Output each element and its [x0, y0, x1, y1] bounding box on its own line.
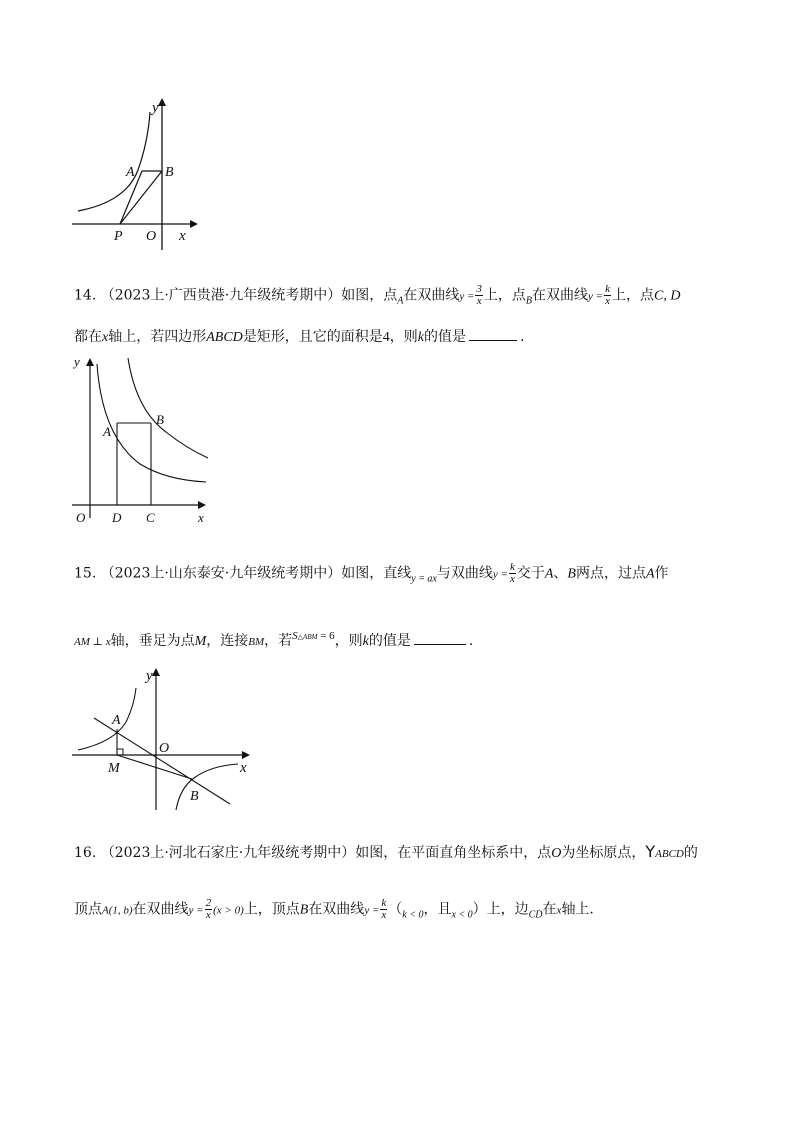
hyperbola-outer: [128, 358, 208, 458]
q15-line1: [74, 562, 669, 590]
q14-eq2-den: x: [605, 295, 610, 307]
label-M: M: [108, 761, 120, 776]
q15-text: 作: [654, 565, 669, 582]
label-A: A: [103, 424, 111, 439]
q15-line2: [74, 626, 473, 652]
q15-text: ，则: [334, 633, 363, 649]
q14-text: 轴上，若四边形: [108, 329, 207, 345]
q15-eq-fraction: [509, 562, 516, 585]
q16-eq2-fraction: [380, 898, 387, 921]
q14-var-k: k: [417, 330, 424, 345]
q16-text: 在: [542, 901, 557, 918]
label-P: P: [114, 229, 123, 244]
parallelogram-symbol: Y: [645, 842, 656, 861]
q16-eq1-num: 2: [205, 897, 212, 909]
label-C: C: [146, 510, 155, 525]
label-B: B: [156, 412, 164, 427]
q14-line1: [74, 284, 680, 312]
q16-eq2-lhs: y =: [364, 904, 380, 917]
q16-eq1-fraction: [205, 898, 213, 921]
q15-area-sub: △ABM: [297, 633, 318, 641]
label-B: B: [165, 165, 174, 180]
q14-points-CD: C, D: [653, 288, 681, 304]
q14-eq2-num: k: [605, 283, 610, 295]
label-y: y: [146, 668, 153, 684]
q14-source: （2023上·广西贵港·九年级统考期中）: [100, 287, 342, 304]
q15-text: 交于: [516, 565, 545, 582]
q15-text: .: [468, 633, 474, 649]
q14-eq2-lhs: y =: [588, 290, 604, 303]
label-O: O: [159, 741, 170, 756]
q14-text: 的值是: [424, 329, 466, 345]
q15-text: 轴，垂足为点: [110, 633, 195, 649]
q16-text: 在双曲线: [132, 901, 189, 918]
q15-area-S: S: [292, 630, 298, 642]
hyperbola-curve: [78, 112, 150, 211]
y-axis-arrow: [152, 668, 160, 676]
q16-eq1-den: x: [205, 909, 211, 921]
q15-text: 与双曲线: [436, 565, 493, 582]
q14-text: 上，点: [483, 287, 526, 304]
label-x: x: [198, 510, 204, 525]
q14-text: ，则: [389, 329, 418, 345]
q16-point-O: O: [551, 846, 562, 861]
q16-point-B: B: [299, 902, 309, 918]
label-O: O: [146, 229, 157, 244]
label-O: O: [76, 510, 86, 525]
segment-BM: [117, 755, 192, 779]
q16-number: 16.: [74, 845, 97, 861]
q16-cond-k: k < 0: [402, 909, 424, 921]
label-D: D: [112, 510, 122, 525]
q15-text: 的值是: [368, 633, 411, 649]
q14-point-A: A: [397, 295, 404, 307]
q15-eq-den: x: [509, 573, 515, 585]
q14-eq1-den: x: [476, 295, 482, 307]
q15-am-perp: AM ⊥ x: [74, 636, 111, 648]
q16-var-x: x: [556, 904, 562, 917]
q14-area: 4: [382, 330, 390, 345]
q14-var-x: x: [102, 330, 109, 345]
q14-line2: [74, 326, 524, 348]
q16-parallelogram-name: ABCD: [655, 848, 684, 860]
q16-text: 上，顶点: [243, 901, 300, 918]
q14-eq1-num: 3: [476, 283, 482, 295]
q16-text: 在双曲线: [308, 901, 365, 918]
label-A: A: [112, 713, 121, 728]
q16-text: 为坐标原点，: [561, 845, 646, 861]
figure-15: [70, 662, 270, 812]
q15-area-value: = 6: [320, 630, 335, 642]
q16-text: ）上，边: [472, 901, 529, 918]
q15-text: ，连接: [206, 633, 249, 649]
q16-text: 顶点: [74, 901, 102, 918]
q14-point-B: B: [525, 295, 533, 307]
q15-point-M: M: [194, 634, 207, 649]
q15-answer-blank[interactable]: [414, 630, 466, 645]
q15-number: 15.: [74, 565, 97, 582]
q15-var-k: k: [362, 634, 369, 649]
label-B: B: [190, 789, 199, 804]
q14-text: 在双曲线: [403, 287, 460, 304]
q16-line1: [74, 842, 698, 864]
figure-13: [66, 92, 206, 252]
y-axis-arrow: [158, 98, 166, 106]
q16-text: （: [388, 901, 403, 918]
q16-source: （2023上·河北石家庄·九年级统考期中）: [100, 845, 356, 861]
q16-point-A-coord: A(1, b): [102, 904, 133, 917]
right-angle-mark: [117, 749, 123, 755]
q15-text: 两点，过点: [575, 565, 646, 582]
q14-rect-name: ABCD: [206, 330, 243, 345]
q14-text: 在双曲线: [532, 287, 589, 304]
x-axis-arrow: [242, 751, 250, 759]
q15-text: ，若: [264, 633, 293, 649]
label-y: y: [152, 100, 159, 116]
hyperbola-branch-left: [78, 688, 136, 750]
q16-eq1-cond: (x > 0): [213, 904, 244, 917]
label-x: x: [179, 228, 186, 244]
q15-source: （2023上·山东泰安·九年级统考期中）: [100, 565, 342, 582]
q16-text: 的: [683, 845, 698, 861]
q15-text: 如图，直线: [341, 565, 412, 582]
q16-text: 如图，在平面直角坐标系中，点: [355, 845, 552, 861]
q14-text: 如图，点: [341, 287, 398, 304]
q14-text: 是矩形，且它的面积是: [242, 329, 383, 345]
q14-eq1-lhs: y =: [459, 290, 475, 303]
q14-text: 都在: [74, 329, 102, 345]
q14-eq2-fraction: [604, 284, 611, 307]
q15-text: 、: [553, 565, 568, 582]
q16-text: ，且: [423, 901, 452, 918]
q14-text: .: [520, 329, 525, 345]
label-y: y: [74, 354, 80, 369]
x-axis-arrow: [190, 220, 198, 228]
q15-point-A: A: [544, 566, 554, 582]
x-axis-arrow: [198, 501, 206, 509]
q15-eq-lhs: y =: [492, 568, 508, 581]
q16-eq1-lhs: y =: [188, 904, 204, 917]
y-axis-arrow: [86, 358, 94, 366]
q16-text: 轴上.: [561, 901, 594, 918]
q16-line2: [74, 898, 594, 926]
q16-edge-CD: CD: [528, 909, 543, 921]
q16-eq2-den: x: [381, 909, 387, 921]
label-A: A: [126, 165, 135, 180]
label-x: x: [240, 760, 247, 776]
q16-eq2-num: k: [381, 897, 387, 909]
q15-line-eq: y = ax: [411, 573, 437, 585]
q15-eq-num: k: [509, 561, 515, 573]
q14-text: 上，点: [611, 287, 654, 304]
q16-cond-x: x < 0: [451, 909, 473, 921]
q14-eq1-fraction: [475, 284, 483, 307]
q15-segment-BM: BM: [248, 636, 265, 648]
q14-answer-blank[interactable]: [469, 326, 517, 341]
q15-point-B: B: [567, 566, 576, 582]
figure-14: [66, 350, 226, 530]
q14-number: 14.: [74, 287, 97, 304]
q15-point-A: A: [645, 566, 655, 582]
